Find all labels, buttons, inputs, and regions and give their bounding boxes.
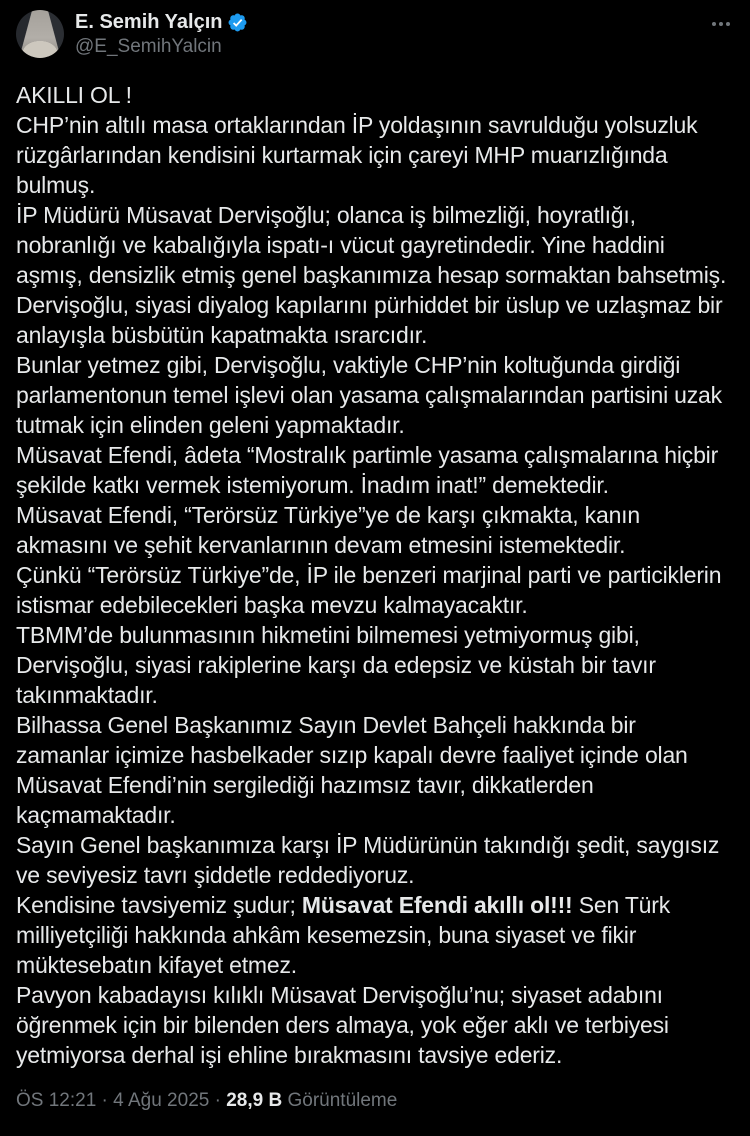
tweet-header (16, 10, 734, 59)
more-button[interactable] (708, 18, 734, 30)
user-name-block (75, 10, 248, 59)
tweet-date[interactable]: 4 Ağu 2025 (113, 1090, 210, 1111)
tweet-paragraph: Çünkü “Terörsüz Türkiye”de, İP ile benzeri marjinal parti ve particiklerin istismar edebilecekleri başka mevzu kalmayacaktır. (16, 562, 722, 618)
tweet-paragraph: Bilhassa Genel Başkanımız Sayın Devlet Bahçeli hakkında bir zamanlar içimize hasbelkader sızıp kapalı devre faaliyet içinde olan Müsavat Efendi’nin sergilediği hazımsız tavır, dikkatlerden kaçmamaktadır. (16, 712, 688, 828)
footer-separator: · (96, 1090, 114, 1111)
timestamp[interactable]: ÖS 12:21 (16, 1090, 97, 1111)
tweet-text (16, 80, 734, 1070)
verified-badge-icon (227, 12, 248, 33)
tweet-paragraph: İP Müdürü Müsavat Dervişoğlu; olanca iş bilmezliği, hoyratlığı, nobranlığı ve kabalığıyla ispatı-ı vücut gayretindedir. Yine haddini aşmış, densizlik etmiş genel başkanımıza hesap sormaktan bahsetmiş. (16, 202, 727, 288)
tweet-paragraph: TBMM’de bulunmasının hikmetini bilmemesi yetmiyormuş gibi, Dervişoğlu, siyasi rakiplerine karşı da edepsiz ve küstah bir tavır takınmaktadır. (16, 622, 656, 708)
tweet-paragraph: Müsavat Efendi, “Terörsüz Türkiye”ye de karşı çıkmakta, kanın akmasını ve şehit kervanlarının devam etmesini istemektedir. (16, 502, 640, 558)
tweet-paragraph: Müsavat Efendi, âdeta “Mostralık partimle yasama çalışmalarına hiçbir şekilde katkı vermek istemiyorum. İnadım inat!” demektedir. (16, 442, 719, 498)
more-icon (712, 22, 716, 26)
tweet-paragraph: AKILLI OL ! (16, 82, 132, 108)
display-name-row[interactable] (75, 10, 248, 35)
footer-separator: · (209, 1090, 227, 1111)
more-icon (719, 22, 723, 26)
tweet-paragraph: Pavyon kabadayısı kılıklı Müsavat Dervişoğlu’nu; siyaset adabını öğrenmek için bir bilenden ders almaya, yok eğer aklı ve terbiyesi yetmiyorsa derhal işi ehline bırakmasını tavsiye ederiz. (16, 982, 669, 1068)
user-handle[interactable]: @E_SemihYalcin (75, 36, 222, 57)
tweet-paragraph: Sayın Genel başkanımıza karşı İP Müdürünün takındığı şedit, saygısız ve seviyesiz tavrı şiddetle reddediyoruz. (16, 832, 720, 888)
views-count: 28,9 B (226, 1090, 283, 1111)
tweet-paragraph: Bunlar yetmez gibi, Dervişoğlu, vaktiyle CHP’nin koltuğunda girdiği parlamentonun temel işlevi olan yasama çalışmalarından partisini uzak tutmak için elinden geleni yapmaktadır. (16, 352, 722, 438)
more-icon (726, 22, 730, 26)
tweet-footer (16, 1089, 734, 1113)
tweet-paragraph: Dervişoğlu, siyasi diyalog kapılarını pürhiddet bir üslup ve uzlaşmaz bir anlayışla büsbütün kapatmakta ısrarcıdır. (16, 292, 723, 348)
tweet-paragraph: Kendisine tavsiyemiz şudur; Müsavat Efendi akıllı ol!!! Sen Türk milliyetçiliği hakkında ahkâm kesemezsin, buna siyaset ve fikir müktesebatın kifayet etmez. (16, 892, 671, 978)
views-label: Görüntüleme (282, 1090, 398, 1111)
avatar[interactable] (16, 10, 64, 58)
display-name[interactable]: E. Semih Yalçın (75, 11, 223, 33)
tweet-paragraph: CHP’nin altılı masa ortaklarından İP yoldaşının savrulduğu yolsuzluk rüzgârlarından kendisini kurtarmak için çareyi MHP muarızlığında bulmuş. (16, 112, 698, 198)
